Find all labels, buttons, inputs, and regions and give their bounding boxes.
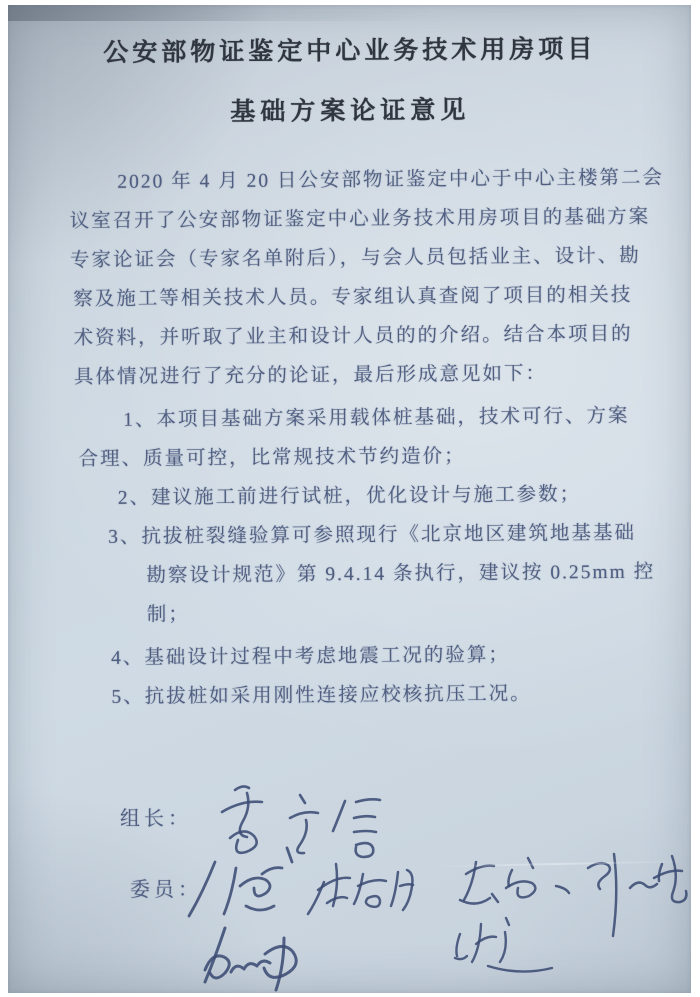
signature-member-2: [308, 864, 413, 914]
members-label: 委员：: [130, 879, 202, 901]
body-line: 1、本项目基础方案采用载体桩基础，技术可行、方案: [123, 405, 630, 431]
signature-member-6: [205, 928, 296, 990]
body-line: 3、抗拔桩裂缝验算可参照现行《北京地区建筑地基基础: [108, 522, 637, 548]
leader-label: 组长：: [120, 808, 192, 830]
body-line: 制；: [146, 604, 190, 626]
body-line: 专家论证会（专家名单附后），与会人员包括业主、设计、勘: [69, 245, 641, 272]
signature-member-1: [189, 848, 292, 916]
document-title-line1: 公安部物证鉴定中心业务技术用房项目: [103, 35, 597, 67]
signature-member-5: [455, 918, 552, 972]
signature-leader: [222, 786, 380, 857]
body-line: 察及施工等相关技术人员。专家组认真查阅了项目的相关技: [73, 284, 633, 311]
body-line: 议室召开了公安部物证鉴定中心业务技术用房项目的基础方案: [69, 206, 651, 233]
body-line: 具体情况进行了充分的论证，最后形成意见如下：: [73, 363, 548, 389]
signature-member-3: [460, 858, 569, 904]
handwritten-signatures: [8, 5, 691, 993]
body-line: 4、基础设计过程中考虑地震工况的验算；: [111, 644, 510, 669]
body-line: 术资料，并听取了业主和设计人员的的介绍。结合本项目的: [73, 323, 633, 350]
body-line: 2020 年 4 月 20 日公安部物证鉴定中心于中心主楼第二会: [117, 167, 665, 193]
signature-member-4: [588, 854, 686, 936]
body-line: 5、抗拔桩如采用刚性连接应校核抗压工况。: [111, 683, 532, 708]
document-photo: [8, 5, 691, 993]
document-title-line2: 基础方案论证意见: [230, 96, 471, 126]
body-line: 2、建议施工前进行试桩，优化设计与施工参数；: [117, 484, 582, 509]
body-line: 合理、质量可控，比常规技术节约造价；: [78, 446, 466, 471]
body-line: 勘察设计规范》第 9.4.14 条执行，建议按 0.25mm 控: [146, 561, 656, 587]
